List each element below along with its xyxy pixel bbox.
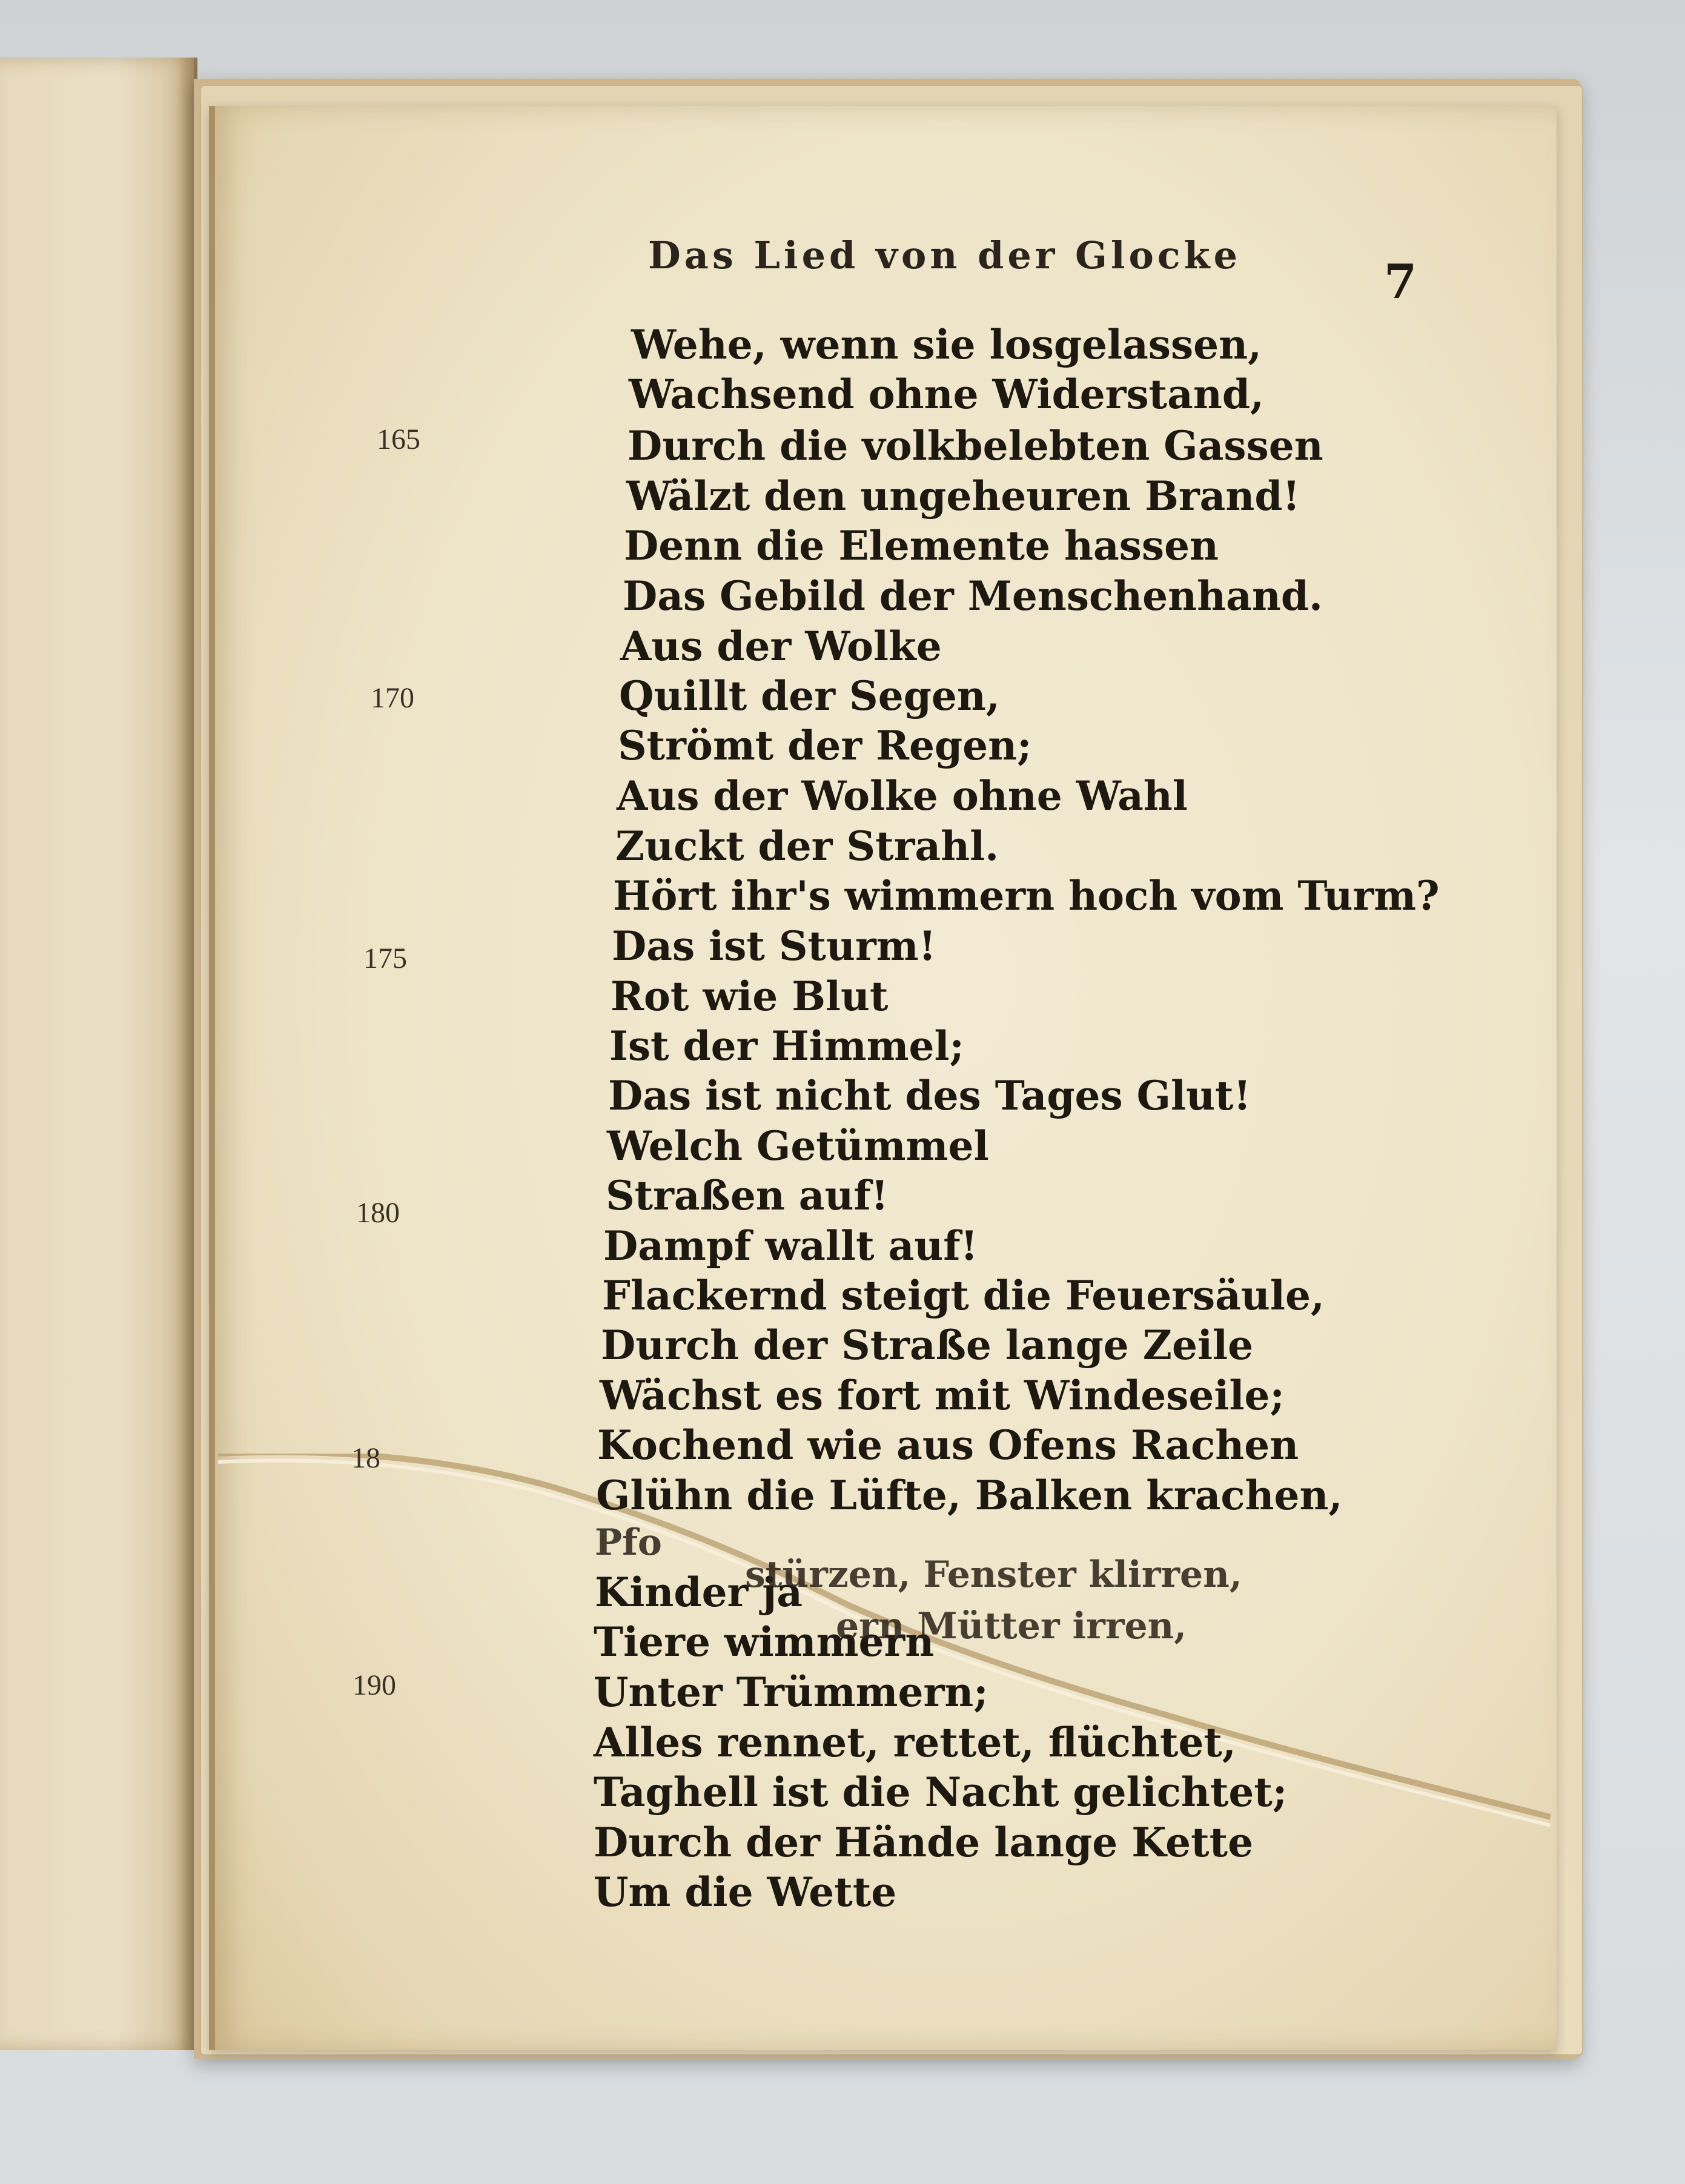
line-number-185-partial: 18 bbox=[351, 1442, 380, 1474]
verse-line-6: Das Gebild der Menschenhand. bbox=[623, 572, 1323, 620]
verse-line-21: Durch der Straße lange Zeile bbox=[601, 1322, 1254, 1369]
torn-fragment-1: Pfo bbox=[595, 1521, 662, 1564]
verse-line-16: Das ist nicht des Tages Glut! bbox=[608, 1072, 1251, 1119]
verse-line-7: Aus der Wolke bbox=[620, 623, 942, 670]
verse-line-27: Tiere wimmern bbox=[594, 1618, 935, 1666]
verse-line-3: Durch die volkbelebten Gassen bbox=[627, 422, 1323, 469]
verse-line-11: Zuckt der Strahl. bbox=[615, 822, 999, 870]
verse-line-4: Wälzt den ungeheuren Brand! bbox=[626, 472, 1300, 520]
verse-line-8: Quillt der Segen, bbox=[619, 672, 1000, 720]
torn-fragment-3: ern Mütter irren, bbox=[836, 1605, 1187, 1647]
line-number-170: 170 bbox=[371, 682, 414, 714]
running-head: Das Lied von der Glocke bbox=[648, 233, 1242, 277]
verse-line-1: Wehe, wenn sie losgelassen, bbox=[631, 321, 1262, 368]
verse-line-5: Denn die Elemente hassen bbox=[624, 522, 1219, 569]
verse-line-26: Kinder ja bbox=[595, 1569, 803, 1616]
verse-line-30: Taghell ist die Nacht gelichtet; bbox=[594, 1769, 1288, 1816]
verse-line-22: Wächst es fort mit Windeseile; bbox=[600, 1372, 1285, 1419]
line-number-190: 190 bbox=[353, 1669, 396, 1701]
verse-line-28: Unter Trümmern; bbox=[594, 1669, 988, 1716]
verse-line-24: Glühn die Lüfte, Balken krachen, bbox=[596, 1472, 1343, 1519]
verse-line-12: Hört ihr's wimmern hoch vom Turm? bbox=[613, 872, 1440, 919]
verse-line-2: Wachsend ohne Widerstand, bbox=[629, 371, 1265, 418]
line-number-165: 165 bbox=[377, 423, 420, 455]
verse-line-23: Kochend wie aus Ofens Rachen bbox=[597, 1421, 1299, 1469]
verse-line-20: Flackernd steigt die Feuersäule, bbox=[602, 1272, 1325, 1319]
line-number-175: 175 bbox=[363, 942, 407, 975]
verse-line-18: Straßen auf! bbox=[606, 1172, 889, 1219]
verse-line-15: Ist der Himmel; bbox=[609, 1022, 964, 1070]
left-page bbox=[0, 58, 197, 2050]
verse-line-14: Rot wie Blut bbox=[611, 973, 889, 1020]
verse-line-31: Durch der Hände lange Kette bbox=[594, 1819, 1254, 1866]
torn-fragment-2: stürzen, Fenster klirren, bbox=[745, 1554, 1242, 1596]
page-number: 7 bbox=[1384, 254, 1417, 309]
verse-line-17: Welch Getümmel bbox=[607, 1122, 989, 1170]
verse-line-29: Alles rennet, rettet, flüchtet, bbox=[594, 1719, 1236, 1766]
verse-line-19: Dampf wallt auf! bbox=[603, 1222, 978, 1269]
verse-line-13: Das ist Sturm! bbox=[612, 922, 936, 970]
verse-line-10: Aus der Wolke ohne Wahl bbox=[617, 772, 1188, 819]
verse-line-32: Um die Wette bbox=[594, 1868, 897, 1916]
line-number-180: 180 bbox=[356, 1197, 400, 1229]
verse-line-9: Strömt der Regen; bbox=[618, 722, 1032, 769]
